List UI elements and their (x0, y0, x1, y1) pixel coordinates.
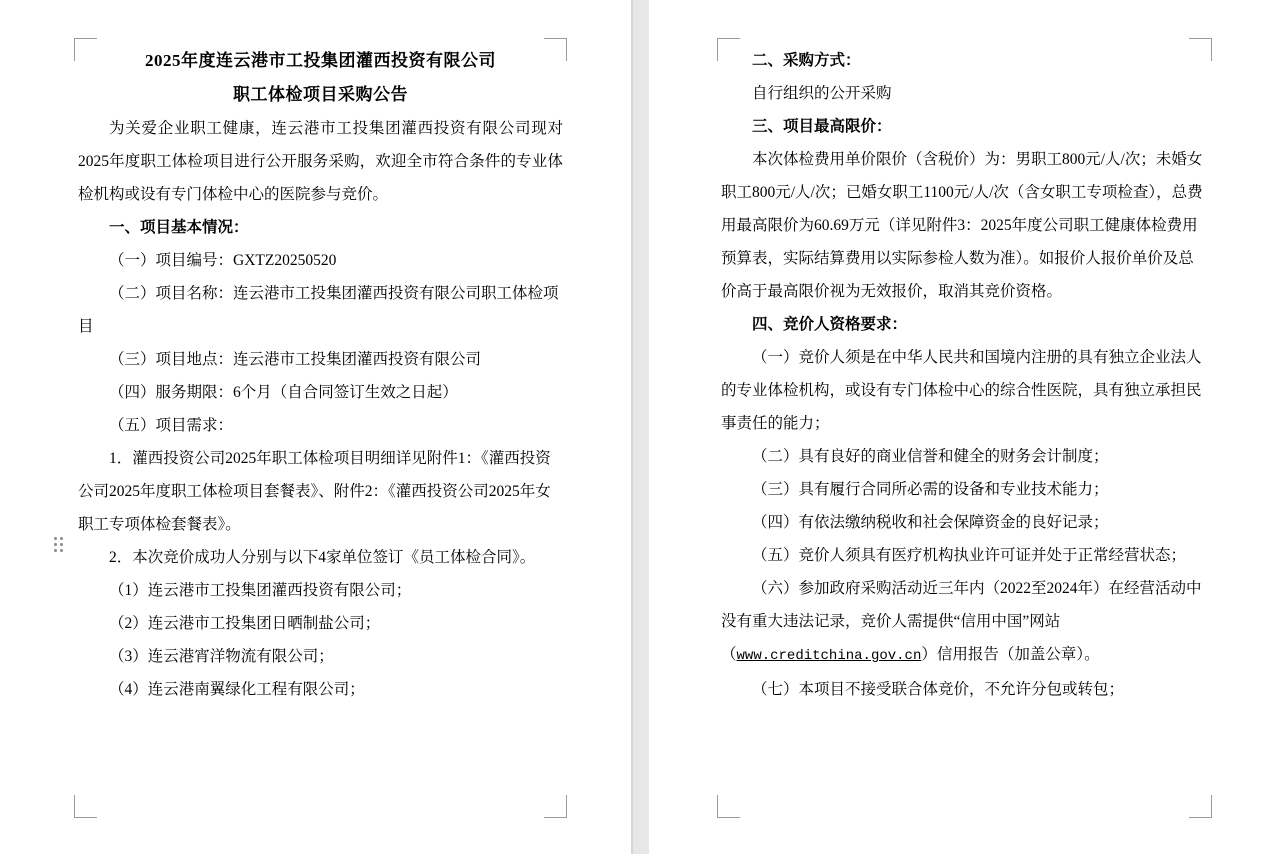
document-page-right (649, 0, 1282, 854)
handle-dot (54, 543, 57, 546)
item-procurement-method-value: 自行组织的公开采购 (752, 85, 892, 102)
item-project-location: （三）项目地点：连云港市工投集团灌西投资有限公司 (109, 351, 482, 368)
section-heading-procurement-method: 二、采购方式： (752, 52, 861, 69)
qualification-item-4: （四）有依法缴纳税收和社会保障资金的良好记录； (752, 514, 1109, 531)
item-requirement-2: 2．本次竞价成功人分别与以下4家单位签订《员工体检合同》。 (109, 549, 536, 566)
document-page-left (0, 0, 633, 854)
item-project-name: （二）项目名称：连云港市工投集团灌西投资有限公司职工体检项目 (78, 285, 559, 335)
item-project-requirements: （五）项目需求： (109, 417, 234, 434)
item-service-period: （四）服务期限：6个月（自合同签订生效之日起） (109, 384, 458, 401)
qualification-item-6-suffix: ）信用报告（加盖公章）。 (921, 646, 1100, 663)
qualification-item-1: （一）竞价人须是在中华人民共和国境内注册的具有独立企业法人的专业体检机构，或设有专门体检中心的综合性医院，具有独立承担民事责任的能力； (721, 349, 1202, 432)
paragraph-intro: 为关爱企业职工健康，连云港市工投集团灌西投资有限公司现对2025年度职工体检项目进行公开服务采购，欢迎全市符合条件的专业体检机构或设有专门体检中心的医院参与竞价。 (78, 120, 563, 203)
handle-dot (54, 537, 57, 540)
handle-dot (60, 537, 63, 540)
margin-drag-handle[interactable] (54, 537, 64, 555)
creditchina-link[interactable]: www.creditchina.gov.cn (736, 648, 922, 664)
section-heading-project-basics: 一、项目基本情况： (109, 219, 249, 236)
right-page-content (649, 0, 1282, 854)
item-project-number: （一）项目编号：GXTZ20250520 (109, 252, 337, 269)
document-title-line-1: 2025年度连云港市工投集团灌西投资有限公司 (145, 51, 496, 70)
company-list-item-2: （2）连云港市工投集团日晒制盐公司； (109, 615, 381, 632)
company-list-item-4: （4）连云港南翼绿化工程有限公司； (109, 681, 365, 698)
handle-dot (60, 549, 63, 552)
item-price-cap-detail: 本次体检费用单价限价（含税价）为：男职工800元/人/次；未婚女职工800元/人/次；已婚女职工1100元/人/次（含女职工专项检查），总费用最高限价为60.69万元（详见附件3：2025年度公司职工健康体检费用预算表，实际结算费用以实际参检人数为准）。如报价人报价单价及总价高于最高限价视为无效报价，取消其竞价资格。 (721, 151, 1203, 300)
handle-dot (60, 543, 63, 546)
qualification-item-3: （三）具有履行合同所必需的设备和专业技术能力； (752, 481, 1109, 498)
company-list-item-3: （3）连云港宵洋物流有限公司； (109, 648, 334, 665)
section-heading-price-cap: 三、项目最高限价： (752, 118, 892, 135)
qualification-item-6-prefix: （六）参加政府采购活动近三年内（2022至2024年）在经营活动中没有重大违法记录，竞价人需提供“信用中国”网站（ (721, 580, 1202, 663)
qualification-item-2: （二）具有良好的商业信誉和健全的财务会计制度； (752, 448, 1109, 465)
company-list-item-1: （1）连云港市工投集团灌西投资有限公司； (109, 582, 412, 599)
item-requirement-1: 1．灌西投资公司2025年职工体检项目明细详见附件1：《灌西投资公司2025年度职工体检项目套餐表》、附件2：《灌西投资公司2025年女职工专项体检套餐表》。 (78, 450, 551, 533)
page-right-edge (631, 0, 633, 854)
document-title-line-2: 职工体检项目采购公告 (233, 85, 408, 104)
page-gutter (633, 0, 649, 854)
qualification-item-6 (721, 572, 1208, 673)
left-page-content (0, 0, 633, 854)
qualification-item-5: （五）竞价人须具有医疗机构执业许可证并处于正常经营状态； (752, 547, 1187, 564)
qualification-item-7: （七）本项目不接受联合体竞价，不允许分包或转包； (752, 681, 1125, 698)
section-heading-bidder-qualification: 四、竞价人资格要求： (752, 316, 908, 333)
handle-dot (54, 549, 57, 552)
